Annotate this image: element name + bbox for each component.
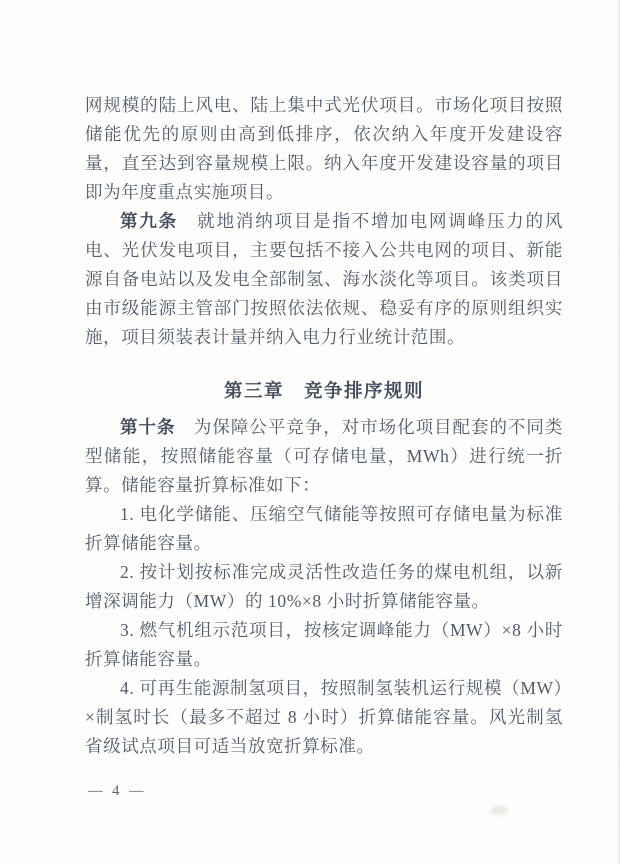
paragraph-article-10 <box>85 413 563 500</box>
page-number: — 4 — <box>88 783 147 799</box>
scan-smudge-artifact <box>490 806 508 815</box>
article-10-number: 第十条 <box>120 417 176 437</box>
paragraph-continuation: 网规模的陆上风电、陆上集中式光伏项目。市场化项目按照储能优先的原则由高到低排序，依次纳入年度开发建设容量，直至达到容量规模上限。纳入年度开发建设容量的项目即为年度重点实施项目。 <box>85 95 563 202</box>
list-item-3: 3. 燃气机组示范项目，按核定调峰能力（MW）×8 小时折算储能容量。 <box>85 620 563 669</box>
article-9-number: 第九条 <box>120 211 178 231</box>
document-body <box>85 91 563 761</box>
chapter-heading: 第三章 竞争排序规则 <box>223 382 424 402</box>
list-item-1: 1. 电化学储能、压缩空气储能等按照可存储电量为标准折算储能容量。 <box>85 504 563 553</box>
list-item-4: 4. 可再生能源制氢项目，按照制氢装机运行规模（MW）×制氢时长（最多不超过 8 小时）折算储能容量。风光制氢省级试点项目可适当放宽折算标准。 <box>85 678 563 756</box>
article-9-text: 就地消纳项目是指不增加电网调峰压力的风电、光伏发电项目，主要包括不接入公共电网的项目、新能源自备电站以及发电全部制氢、海水淡化等项目。该类项目由市级能源主管部门按照依法依规、稳妥有序的原则组织实施，项目须装表计量并纳入电力行业统计范围。 <box>85 211 563 347</box>
paragraph-article-9 <box>85 207 563 352</box>
list-item-2: 2. 按计划按标准完成灵活性改造任务的煤电机组，以新增深调能力（MW）的 10%×8 小时折算储能容量。 <box>85 562 563 611</box>
article-10-text: 为保障公平竞争，对市场化项目配套的不同类型储能，按照储能容量（可存储电量，MWh）进行统一折算。储能容量折算标准如下： <box>85 417 563 495</box>
